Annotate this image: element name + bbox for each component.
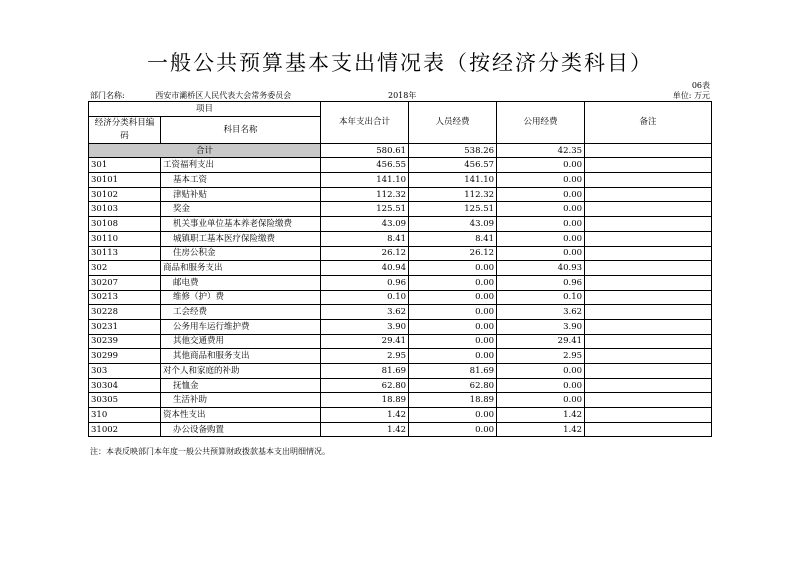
- row-name: 办公设备购置: [161, 422, 321, 437]
- row-public: 0.00: [497, 364, 585, 379]
- row-personnel: 125.51: [409, 202, 497, 217]
- row-public: 0.00: [497, 231, 585, 246]
- table-row: [89, 305, 712, 320]
- row-total: 3.62: [321, 305, 409, 320]
- row-public: 0.00: [497, 158, 585, 173]
- department-name: 西安市灞桥区人民代表大会常务委员会: [155, 91, 292, 100]
- row-code: 30108: [89, 217, 161, 232]
- table-row: [89, 319, 712, 334]
- row-code: 301: [89, 158, 161, 173]
- row-public: 1.42: [497, 408, 585, 423]
- row-personnel: 112.32: [409, 187, 497, 202]
- row-remark: [585, 364, 712, 379]
- row-total: 81.69: [321, 364, 409, 379]
- row-remark: [585, 246, 712, 261]
- row-total: 2.95: [321, 349, 409, 364]
- header-code: 经济分类科目编码: [89, 116, 161, 143]
- table-row: [89, 231, 712, 246]
- row-public: 3.62: [497, 305, 585, 320]
- row-public: 0.00: [497, 246, 585, 261]
- table-body: [89, 102, 712, 437]
- row-name: 其他商品和服务支出: [161, 349, 321, 364]
- table-row: [89, 202, 712, 217]
- row-total: 0.96: [321, 275, 409, 290]
- row-code: 30113: [89, 246, 161, 261]
- row-name: 生活补助: [161, 393, 321, 408]
- summary-public: 42.35: [497, 143, 585, 158]
- row-public: 0.96: [497, 275, 585, 290]
- department-line: [90, 90, 330, 101]
- budget-year: 2018年: [388, 91, 417, 100]
- row-total: 3.90: [321, 319, 409, 334]
- row-total: 1.42: [321, 408, 409, 423]
- table-row: [89, 408, 712, 423]
- row-name: 机关事业单位基本养老保险缴费: [161, 217, 321, 232]
- row-personnel: 0.00: [409, 275, 497, 290]
- summary-label: 合计: [89, 143, 321, 158]
- row-name: 津贴补贴: [161, 187, 321, 202]
- header-total: 本年支出合计: [321, 102, 409, 144]
- row-personnel: 456.57: [409, 158, 497, 173]
- row-personnel: 0.00: [409, 290, 497, 305]
- row-total: 0.10: [321, 290, 409, 305]
- row-public: 0.10: [497, 290, 585, 305]
- row-code: 30102: [89, 187, 161, 202]
- table-row: [89, 217, 712, 232]
- row-total: 43.09: [321, 217, 409, 232]
- table-row: [89, 275, 712, 290]
- row-remark: [585, 319, 712, 334]
- row-code: 30207: [89, 275, 161, 290]
- row-code: 30239: [89, 334, 161, 349]
- row-code: 30304: [89, 378, 161, 393]
- row-public: 29.41: [497, 334, 585, 349]
- row-public: 0.00: [497, 393, 585, 408]
- row-personnel: 141.10: [409, 173, 497, 188]
- summary-remark: [585, 143, 712, 158]
- row-name: 工会经费: [161, 305, 321, 320]
- row-remark: [585, 202, 712, 217]
- row-name: 公务用车运行维护费: [161, 319, 321, 334]
- unit-line: [673, 90, 710, 101]
- header-public: 公用经费: [497, 102, 585, 144]
- table-row: [89, 422, 712, 437]
- row-total: 1.42: [321, 422, 409, 437]
- expenditure-table: [88, 101, 712, 437]
- row-name: 工资福利支出: [161, 158, 321, 173]
- row-total: 125.51: [321, 202, 409, 217]
- table-row: [89, 349, 712, 364]
- row-total: 456.55: [321, 158, 409, 173]
- row-remark: [585, 231, 712, 246]
- row-public: 0.00: [497, 217, 585, 232]
- row-remark: [585, 349, 712, 364]
- row-personnel: 43.09: [409, 217, 497, 232]
- row-name: 资本性支出: [161, 408, 321, 423]
- row-personnel: 0.00: [409, 422, 497, 437]
- table-row: [89, 364, 712, 379]
- row-total: 29.41: [321, 334, 409, 349]
- row-total: 26.12: [321, 246, 409, 261]
- table-row: [89, 261, 712, 276]
- row-remark: [585, 290, 712, 305]
- department-label: 部门名称:: [90, 91, 125, 100]
- row-remark: [585, 305, 712, 320]
- summary-total: 580.61: [321, 143, 409, 158]
- summary-row: [89, 143, 712, 158]
- row-total: 18.89: [321, 393, 409, 408]
- row-remark: [585, 422, 712, 437]
- row-code: 30305: [89, 393, 161, 408]
- row-public: 0.00: [497, 173, 585, 188]
- row-name: 住房公积金: [161, 246, 321, 261]
- row-code: 30299: [89, 349, 161, 364]
- row-personnel: 81.69: [409, 364, 497, 379]
- row-code: 30103: [89, 202, 161, 217]
- row-total: 141.10: [321, 173, 409, 188]
- row-personnel: 0.00: [409, 408, 497, 423]
- row-code: 310: [89, 408, 161, 423]
- row-code: 303: [89, 364, 161, 379]
- table-row: [89, 393, 712, 408]
- row-remark: [585, 393, 712, 408]
- row-public: 0.00: [497, 202, 585, 217]
- row-remark: [585, 187, 712, 202]
- row-personnel: 0.00: [409, 261, 497, 276]
- row-personnel: 0.00: [409, 305, 497, 320]
- unit-value: 万元: [694, 91, 710, 100]
- row-code: 30110: [89, 231, 161, 246]
- row-public: 0.00: [497, 378, 585, 393]
- row-personnel: 62.80: [409, 378, 497, 393]
- row-name: 基本工资: [161, 173, 321, 188]
- row-public: 3.90: [497, 319, 585, 334]
- form-number: 06表: [691, 81, 710, 90]
- row-public: 1.42: [497, 422, 585, 437]
- row-total: 62.80: [321, 378, 409, 393]
- row-remark: [585, 158, 712, 173]
- row-total: 112.32: [321, 187, 409, 202]
- row-remark: [585, 275, 712, 290]
- header-row-1: [89, 102, 712, 117]
- row-code: 31002: [89, 422, 161, 437]
- unit-label: 单位:: [672, 91, 692, 100]
- row-code: 30101: [89, 173, 161, 188]
- row-personnel: 0.00: [409, 349, 497, 364]
- row-remark: [585, 378, 712, 393]
- row-name: 奖金: [161, 202, 321, 217]
- header-remark: 备注: [585, 102, 712, 144]
- row-personnel: 26.12: [409, 246, 497, 261]
- row-personnel: 0.00: [409, 319, 497, 334]
- header-name: 科目名称: [161, 116, 321, 143]
- row-name: 其他交通费用: [161, 334, 321, 349]
- summary-personnel: 538.26: [409, 143, 497, 158]
- row-remark: [585, 408, 712, 423]
- row-name: 抚恤金: [161, 378, 321, 393]
- row-name: 邮电费: [161, 275, 321, 290]
- row-code: 302: [89, 261, 161, 276]
- row-remark: [585, 173, 712, 188]
- row-public: 2.95: [497, 349, 585, 364]
- table-row: [89, 187, 712, 202]
- row-personnel: 18.89: [409, 393, 497, 408]
- row-personnel: 0.00: [409, 334, 497, 349]
- table-row: [89, 246, 712, 261]
- row-name: 城镇职工基本医疗保险缴费: [161, 231, 321, 246]
- row-remark: [585, 217, 712, 232]
- page-title: 一般公共预算基本支出情况表（按经济分类科目）: [147, 51, 653, 75]
- row-code: 30213: [89, 290, 161, 305]
- table-row: [89, 334, 712, 349]
- row-name: 商品和服务支出: [161, 261, 321, 276]
- footnote: 注：本表反映部门本年度一般公共预算财政拨款基本支出明细情况。: [90, 447, 330, 456]
- row-remark: [585, 261, 712, 276]
- row-total: 40.94: [321, 261, 409, 276]
- header-project: 项目: [89, 102, 321, 117]
- row-total: 8.41: [321, 231, 409, 246]
- row-code: 30228: [89, 305, 161, 320]
- table-row: [89, 158, 712, 173]
- row-code: 30231: [89, 319, 161, 334]
- table-row: [89, 290, 712, 305]
- header-personnel: 人员经费: [409, 102, 497, 144]
- table-row: [89, 173, 712, 188]
- row-name: 对个人和家庭的补助: [161, 364, 321, 379]
- row-public: 40.93: [497, 261, 585, 276]
- row-public: 0.00: [497, 187, 585, 202]
- row-remark: [585, 334, 712, 349]
- row-name: 维修（护）费: [161, 290, 321, 305]
- row-personnel: 8.41: [409, 231, 497, 246]
- table-row: [89, 378, 712, 393]
